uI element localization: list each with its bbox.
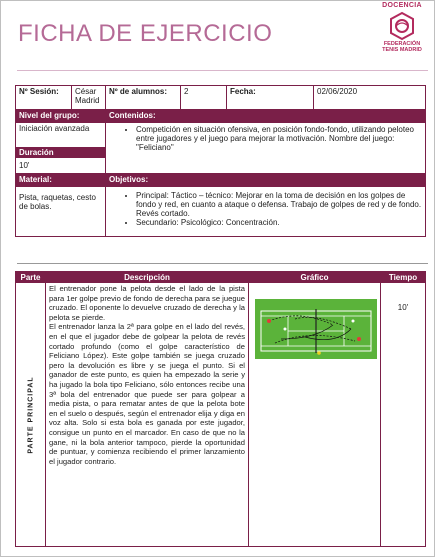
session-info-table: [15, 85, 426, 237]
objective-item: • Principal: Táctico – técnico: Mejorar en la toma de decisión en los golpes de fondo y red, en cuanto a ataque o defensa. Trabajo de golpes de red y de fondo. Revés cortado.: [136, 191, 422, 218]
objectives-cell: [106, 187, 426, 237]
federation-logo: [370, 2, 434, 53]
column-header-time: Tiempo: [381, 272, 426, 283]
section-divider: [17, 263, 428, 264]
duration-label: Duración: [16, 147, 105, 158]
time-value: 10': [381, 283, 426, 547]
column-header-description: Descripción: [46, 272, 249, 283]
date-label: Fecha:: [227, 86, 314, 110]
contents-label: Contenidos:: [106, 110, 426, 123]
duration-value: 10': [19, 161, 30, 170]
column-header-graphic: Gráfico: [249, 272, 381, 283]
description-paragraph: El entrenador lanza la 2ª para golpe en el lado del revés, en el que el jugador debe de golpear la pelota de revés cortado profundo (como el golpe característico de Feliciano López). Este golpe también se juega cruzado pero la devolución es libre y se juega el punto. Si el ganador de este punto, es quien ha empezado la serie y ha jugado la bola tipo Feliciano, sólo entonces recibe una 3ª bola del entrenador que puede ser para golpear a media pista, o para rematar antes de que la pelota bote en el suelo o después, según el entrenador elija y diga en voz alta. Solo si esta bola es ganada por este jugador, consigue un punto en el marcador. En caso de que no la gane, ni la bola anterior tampoco, pierde la oportunidad de puntuar, y comienza recibiendo el primer lanzamiento el jugador contrario.: [49, 322, 245, 466]
date-value: 02/06/2020: [314, 86, 426, 110]
group-value: Iniciación avanzada: [19, 124, 90, 133]
contents-text: • Competición en situación ofensiva, en posición fondo-fondo, utilizando peloteo entre jugadores y el juego para mejorar la motivación. Nombre del juego: "Feliciano": [136, 125, 422, 152]
exercise-table: [15, 271, 426, 547]
contents-cell: [106, 123, 426, 174]
session-value: César Madrid: [72, 86, 106, 110]
part-cell: [16, 283, 46, 547]
session-label: Nº Sesión:: [16, 86, 72, 110]
group-cell: [16, 123, 106, 174]
page-title: FICHA DE EJERCICIO: [18, 20, 273, 47]
description-cell: [46, 283, 249, 547]
tennis-court-drawing: [255, 299, 377, 359]
column-header-part: Parte: [16, 272, 46, 283]
objectives-label: Objetivos:: [106, 174, 426, 187]
material-label: Material:: [16, 174, 106, 187]
group-label: Nivel del grupo:: [16, 110, 106, 123]
court-diagram: [255, 299, 377, 359]
part-label: PARTE PRINCIPAL: [27, 375, 34, 454]
material-value: Pista, raquetas, cesto de bolas.: [16, 187, 106, 237]
students-value: 2: [181, 86, 227, 110]
graphic-cell: [249, 283, 381, 547]
logo-org-line2: TENIS MADRID: [382, 47, 422, 53]
logo-org-line1: FEDERACIÓN: [383, 41, 421, 47]
students-label: Nº de alumnos:: [106, 86, 181, 110]
logo-docencia-label: DOCENCIA: [382, 2, 422, 9]
title-divider: [17, 70, 428, 71]
description-paragraph: El entrenador pone la pelota desde el lado de la pista para 1er golpe previo de fondo de derecha para se juegue cruzado. El oponente lo devuelve cruzado de derecha y la pelota se pierde.: [49, 284, 245, 322]
objective-item: • Secundario: Psicológico: Concentración.: [136, 218, 422, 227]
federation-emblem-icon: [389, 11, 415, 41]
